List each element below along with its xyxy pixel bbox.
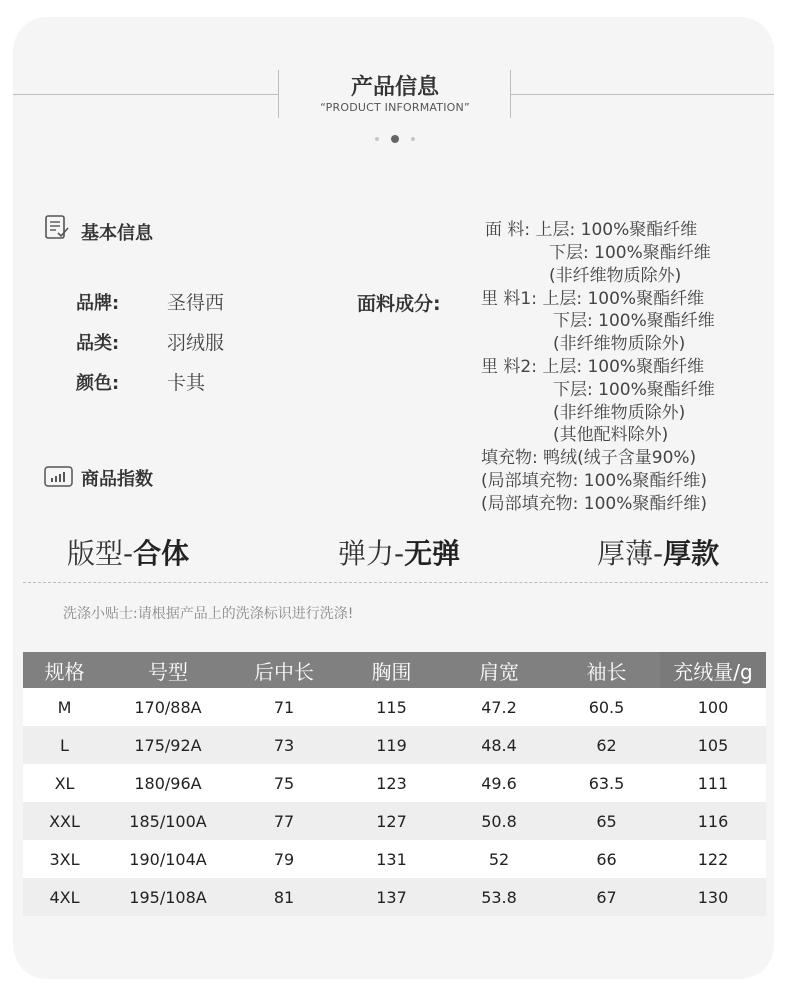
table-cell: 48.4 bbox=[445, 726, 553, 764]
table-cell: 185/100A bbox=[106, 802, 230, 840]
wash-tip: 洗涤小贴士:请根据产品上的洗涤标识进行洗涤! bbox=[63, 606, 354, 622]
index-fit-label: 版型- bbox=[67, 537, 134, 570]
table-header: 充绒量/g bbox=[660, 652, 766, 688]
fabric-line: (非纤维物质除外) bbox=[549, 266, 682, 286]
table-cell: 60.5 bbox=[553, 688, 660, 726]
table-row bbox=[23, 764, 766, 802]
table-cell: L bbox=[23, 726, 106, 764]
index-fit bbox=[67, 532, 189, 572]
fabric-line: 里 料2: 上层: 100%聚酯纤维 bbox=[481, 357, 705, 377]
table-cell: 50.8 bbox=[445, 802, 553, 840]
dot-active bbox=[391, 135, 399, 143]
table-cell: 105 bbox=[660, 726, 766, 764]
table-cell: 75 bbox=[230, 764, 338, 802]
dashed-divider bbox=[23, 582, 768, 583]
table-cell: 190/104A bbox=[106, 840, 230, 878]
table-cell: XXL bbox=[23, 802, 106, 840]
fabric-line: (局部填充物: 100%聚酯纤维) bbox=[481, 471, 707, 491]
table-row bbox=[23, 802, 766, 840]
dot bbox=[375, 137, 379, 141]
table-cell: 73 bbox=[230, 726, 338, 764]
page-subtitle: “PRODUCT INFORMATION” bbox=[320, 101, 470, 114]
index-thickness bbox=[597, 532, 719, 572]
table-cell: 170/88A bbox=[106, 688, 230, 726]
table-header: 规格 bbox=[23, 652, 106, 688]
table-row bbox=[23, 878, 766, 916]
table-cell: 127 bbox=[338, 802, 445, 840]
table-cell: 123 bbox=[338, 764, 445, 802]
fabric-line: 下层: 100%聚酯纤维 bbox=[549, 243, 711, 263]
table-cell: 100 bbox=[660, 688, 766, 726]
fabric-line: (非纤维物质除外) bbox=[553, 403, 686, 423]
brand-label: 品牌: bbox=[76, 293, 120, 314]
table-cell: 115 bbox=[338, 688, 445, 726]
table-row bbox=[23, 688, 766, 726]
fabric-line: (非纤维物质除外) bbox=[553, 334, 686, 354]
table-cell: 71 bbox=[230, 688, 338, 726]
fabric-line: 填充物: 鸭绒(绒子含量90%) bbox=[481, 448, 697, 468]
table-cell: 63.5 bbox=[553, 764, 660, 802]
fabric-line: 下层: 100%聚酯纤维 bbox=[553, 311, 715, 331]
table-row bbox=[23, 726, 766, 764]
table-cell: XL bbox=[23, 764, 106, 802]
notepad-check-icon bbox=[44, 214, 70, 240]
index-elasticity-value: 无弹 bbox=[404, 537, 461, 570]
table-cell: 53.8 bbox=[445, 878, 553, 916]
table-cell: 79 bbox=[230, 840, 338, 878]
table-cell: 4XL bbox=[23, 878, 106, 916]
table-cell: 111 bbox=[660, 764, 766, 802]
index-thickness-value: 厚款 bbox=[663, 537, 720, 570]
table-header: 后中长 bbox=[230, 652, 338, 688]
category-value: 羽绒服 bbox=[167, 332, 225, 354]
table-cell: 49.6 bbox=[445, 764, 553, 802]
table-cell: 66 bbox=[553, 840, 660, 878]
fabric-line: (局部填充物: 100%聚酯纤维) bbox=[481, 494, 707, 514]
signal-bars-icon bbox=[44, 466, 73, 487]
fabric-line: (其他配料除外) bbox=[553, 425, 669, 445]
table-header: 袖长 bbox=[553, 652, 660, 688]
table-cell: 175/92A bbox=[106, 726, 230, 764]
table-cell: 180/96A bbox=[106, 764, 230, 802]
table-cell: 116 bbox=[660, 802, 766, 840]
index-fit-value: 合体 bbox=[133, 537, 190, 570]
table-cell: 130 bbox=[660, 878, 766, 916]
size-table bbox=[23, 652, 766, 916]
pagination-dots bbox=[0, 128, 790, 147]
table-cell: 81 bbox=[230, 878, 338, 916]
table-cell: 119 bbox=[338, 726, 445, 764]
table-cell: 77 bbox=[230, 802, 338, 840]
table-cell: 131 bbox=[338, 840, 445, 878]
table-cell: M bbox=[23, 688, 106, 726]
table-cell: 67 bbox=[553, 878, 660, 916]
table-header: 肩宽 bbox=[445, 652, 553, 688]
color-label: 颜色: bbox=[76, 373, 120, 394]
category-label: 品类: bbox=[76, 333, 120, 354]
table-cell: 65 bbox=[553, 802, 660, 840]
table-row bbox=[23, 840, 766, 878]
table-cell: 3XL bbox=[23, 840, 106, 878]
table-header: 胸围 bbox=[338, 652, 445, 688]
fabric-line: 面 料: 上层: 100%聚酯纤维 bbox=[485, 220, 698, 240]
index-elasticity-label: 弹力- bbox=[338, 537, 405, 570]
index-title: 商品指数 bbox=[81, 469, 153, 490]
table-cell: 52 bbox=[445, 840, 553, 878]
fabric-line: 下层: 100%聚酯纤维 bbox=[553, 380, 715, 400]
color-value: 卡其 bbox=[167, 372, 206, 394]
index-thickness-label: 厚薄- bbox=[597, 537, 664, 570]
page-title: 产品信息 bbox=[350, 75, 439, 100]
table-cell: 47.2 bbox=[445, 688, 553, 726]
table-cell: 137 bbox=[338, 878, 445, 916]
brand-value: 圣得西 bbox=[167, 292, 225, 314]
fabric-line: 里 料1: 上层: 100%聚酯纤维 bbox=[481, 289, 705, 309]
table-cell: 62 bbox=[553, 726, 660, 764]
table-header-row bbox=[23, 652, 766, 688]
table-cell: 195/108A bbox=[106, 878, 230, 916]
table-header: 号型 bbox=[106, 652, 230, 688]
fabric-label: 面料成分: bbox=[357, 293, 441, 315]
index-elasticity bbox=[338, 532, 460, 572]
dot bbox=[411, 137, 415, 141]
table-cell: 122 bbox=[660, 840, 766, 878]
basic-info-title: 基本信息 bbox=[81, 223, 153, 244]
